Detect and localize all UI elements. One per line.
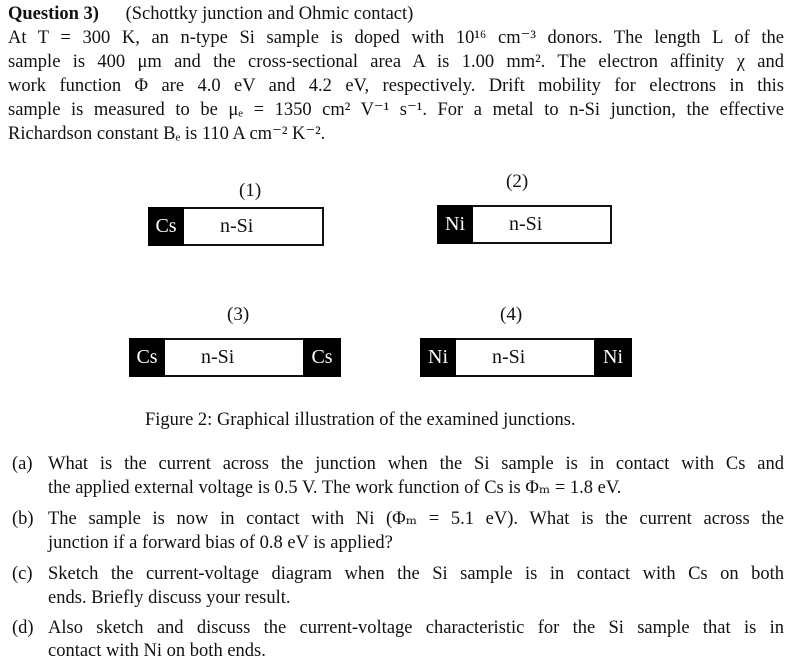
question-title: Question 3) (8, 4, 99, 24)
metal-contact-right: Ni (594, 338, 632, 377)
semiconductor-label: n-Si (220, 215, 254, 237)
panel-4-label: (4) (500, 304, 523, 325)
panel-1-label: (1) (239, 180, 262, 201)
question-subtitle: (Schottky junction and Ohmic contact) (125, 4, 414, 24)
figure-caption: Figure 2: Graphical illustration of the examined junctions. (145, 410, 576, 430)
part-tag: (c) (12, 564, 33, 584)
metal-contact-left: Ni (420, 338, 456, 377)
metal-contact-right: Cs (303, 338, 341, 377)
part-line: contact with Ni on both ends. (48, 641, 266, 661)
question-line: sample is measured to be μₑ = 1350 cm² V⁻¹ s⁻¹. For a metal to n-Si junction, the effective (8, 100, 784, 120)
part-tag: (b) (12, 509, 34, 529)
metal-contact-left: Ni (437, 205, 473, 244)
junction-panel-2 (437, 205, 612, 244)
panel-2-label: (2) (506, 171, 529, 192)
panel-3-label: (3) (227, 304, 250, 325)
semiconductor-label: n-Si (201, 346, 235, 368)
part-tag: (a) (12, 454, 33, 474)
semiconductor-label: n-Si (509, 213, 543, 235)
part-line: ends. Briefly discuss your result. (48, 588, 291, 608)
junction-panel-4 (420, 338, 632, 377)
metal-contact-left: Cs (148, 207, 184, 246)
part-line: What is the current across the junction when the Si sample is in contact with Cs and (48, 454, 784, 474)
junction-panel-3 (129, 338, 341, 377)
semiconductor-label: n-Si (492, 346, 526, 368)
part-tag: (d) (12, 618, 34, 638)
question-header (8, 2, 413, 26)
metal-contact-left: Cs (129, 338, 165, 377)
part-line: the applied external voltage is 0.5 V. The work function of Cs is Φₘ = 1.8 eV. (48, 478, 622, 498)
question-line: sample is 400 μm and the cross-sectional area A is 1.00 mm². The electron affinity χ and (8, 52, 784, 72)
junction-panel-1 (148, 207, 324, 246)
question-line: work function Φ are 4.0 eV and 4.2 eV, respectively. Drift mobility for electrons in this (8, 76, 784, 96)
part-line: The sample is now in contact with Ni (Φₘ = 5.1 eV). What is the current across the (48, 509, 784, 529)
part-line: Sketch the current-voltage diagram when the Si sample is in contact with Cs on both (48, 564, 784, 584)
question-line: Richardson constant Bₑ is 110 A cm⁻² K⁻². (8, 124, 326, 144)
question-line: At T = 300 K, an n-type Si sample is doped with 10¹⁶ cm⁻³ donors. The length L of the (8, 28, 784, 48)
part-line: Also sketch and discuss the current-voltage characteristic for the Si sample that is in (48, 618, 784, 638)
part-line: junction if a forward bias of 0.8 eV is applied? (48, 533, 393, 553)
